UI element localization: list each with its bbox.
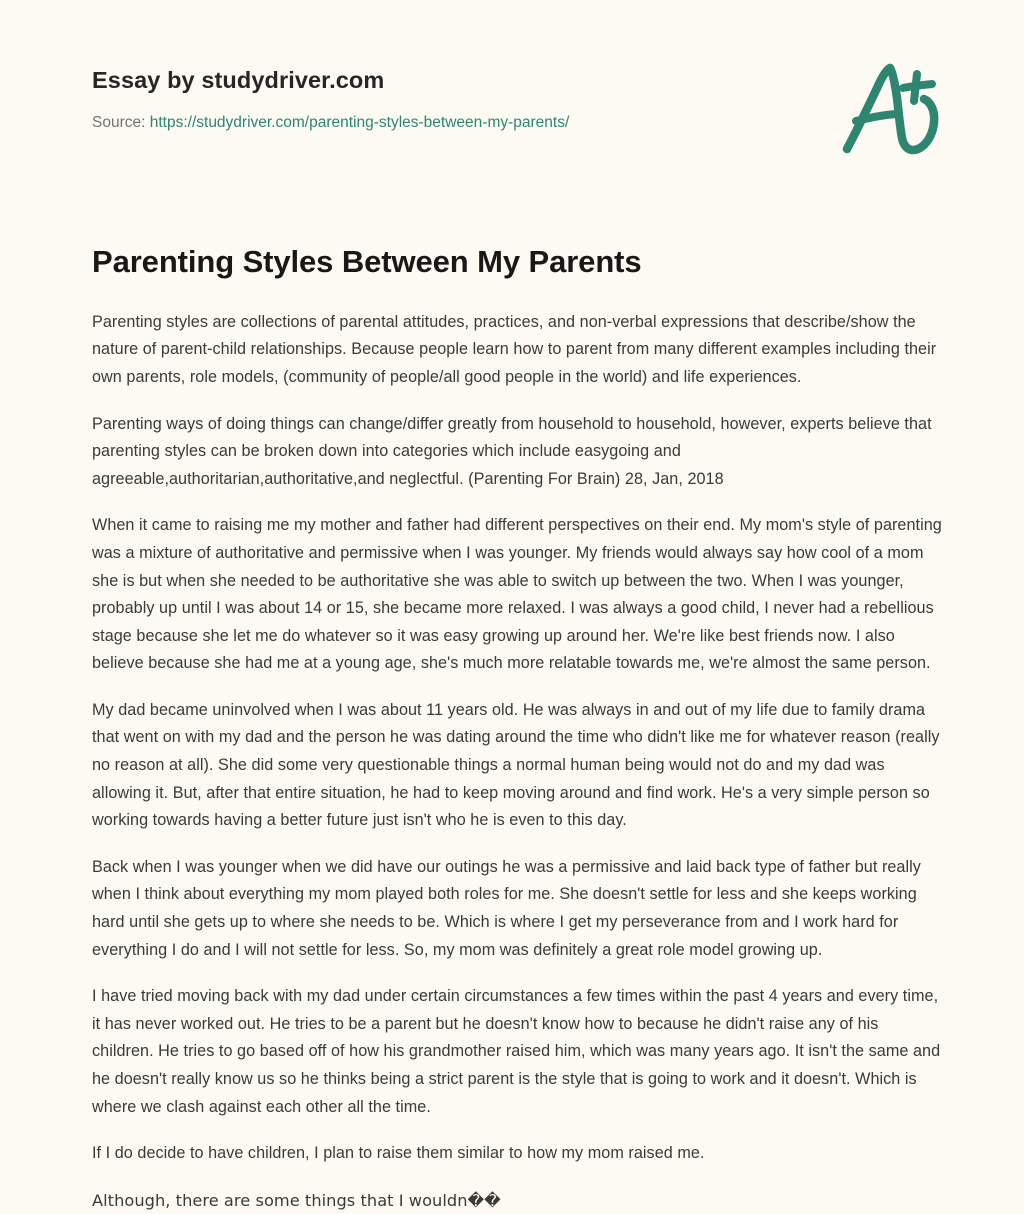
page-title: Parenting Styles Between My Parents [92,244,642,279]
a-plus-logo-icon [836,58,946,158]
source-label: Source: [92,114,146,132]
document-header [0,0,1024,200]
brand-byline: Essay by studydriver.com [92,67,385,93]
source-line [92,113,569,133]
source-url-link[interactable]: https://studydriver.com/parenting-styles-between-my-parents/ [149,114,570,132]
paragraph: When it came to raising me my mother and father had different perspectives on their end. My mom's style of parenting was a mixture of authoritative and permissive when I was younger. My friends would always say how cool of a mom she is but when she needed to be authoritative she was able to switch up between the two. When I was younger, probably up until I was about 14 or 15, she became more relaxed. I was always a good child, I never had a rebellious stage because she let me do whatever so it was easy growing up around her. We're like best friends now. I also believe because she had me at a young age, she's much more relatable towards me, we're almost the same person. [92,516,942,673]
header-text-block [92,62,569,133]
header-inner [92,62,964,158]
paragraph: Back when I was younger when we did have our outings he was a permissive and laid back type of father but really when I think about everything my mom played both roles for me. She doesn't settle for less and she keeps working hard until she gets up to where she needs to be. Which is where I get my perseverance from and I work hard for everything I do and I will not settle for less. So, my mom was definitely a great role model growing up. [92,857,921,959]
paragraph: Parenting ways of doing things can change/differ greatly from household to household, however, experts believe that parenting styles can be broken down into categories which include easygoing and agreeable,authoritarian,authoritative,and neglectful. (Parenting For Brain) 28, Jan, 2018 [92,414,932,488]
paragraph: If I do decide to have children, I plan to raise them similar to how my mom raised me. [92,1144,705,1163]
a-plus-logo [836,58,946,158]
paragraph: I have tried moving back with my dad under certain circumstances a few times within the past 4 years and every time, it has never worked out. He tries to be a parent but he doesn't know how to because he didn't raise any of his children. He tries to go based off of how his grandmother raised him, which was many years ago. It isn't the same and he doesn't really know us so he thinks being a strict parent is the style that is going to work and it doesn't. Which is where we clash against each other all the time. [92,987,941,1116]
paragraph-truncated: Although, there are some things that I wouldn�� [92,1190,501,1210]
article-body [92,243,944,1214]
paragraph: My dad became uninvolved when I was about 11 years old. He was always in and out of my life due to family drama that went on with my dad and the person he was dating around the time who didn't like me for whatever reason (really no reason at all). She did some very questionable things a normal human being would not do and my dad was allowing it. But, after that entire situation, he had to keep moving around and find work. He's a very simple person so working towards having a better future just isn't who he is even to this day. [92,700,940,830]
paragraph: Parenting styles are collections of parental attitudes, practices, and non-verbal expressions that describe/show the nature of parent-child relationships. Because people learn how to parent from many different examples including their own parents, role models, (community of people/all good people in the world) and life experiences. [92,312,937,386]
